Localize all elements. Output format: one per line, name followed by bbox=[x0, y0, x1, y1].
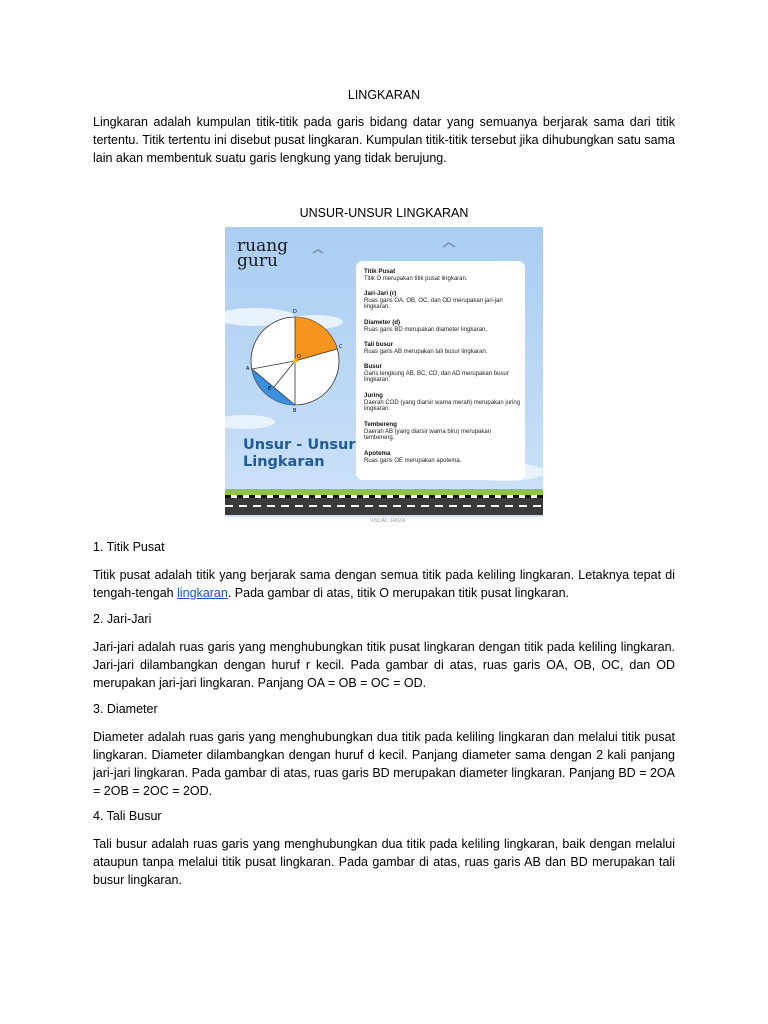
label-o: O bbox=[297, 354, 301, 360]
card-item-diameter: Diameter (d) Ruas garis BD merupakan diameter lingkaran. bbox=[364, 319, 488, 333]
infographic-image bbox=[225, 227, 543, 524]
road-dash bbox=[225, 505, 543, 507]
logo-line1: ruang bbox=[237, 236, 289, 256]
heading-line1: Unsur - Unsur bbox=[243, 437, 356, 453]
section-heading-titik-pusat: 1. Titik Pusat bbox=[93, 540, 165, 554]
ruangguru-logo bbox=[237, 236, 289, 271]
text-before-link: Titik pusat adalah titik yang berjarak sama dengan semua titik pada keliling lingkaran. Letaknya tepat di tengah-tengah bbox=[93, 568, 675, 600]
label-a: A bbox=[246, 366, 250, 372]
section-text-tali-busur: Tali busur adalah ruas garis yang menghubungkan dua titik pada keliling lingkaran, baik dengan melalui ataupun tanpa melalui titik pusat lingkaran. Pada gambar di atas, ruas garis AB dan BD merupakan tali busur lingkaran. bbox=[93, 837, 675, 887]
section-text-diameter: Diameter adalah ruas garis yang menghubungkan dua titik pada keliling lingkaran dan melalui titik pusat lingkaran. Diameter dilambangkan dengan huruf d kecil. Panjang diameter sama dengan 2 kali panjang jari-jari lingkaran. Pada gambar di atas, ruas garis BD merupakan diameter lingkaran. Panjang BD = 2OA = 2OB = 2OC = 2OD. bbox=[93, 730, 675, 798]
heading-line2: Lingkaran bbox=[243, 454, 325, 470]
text-after-link: . Pada gambar di atas, titik O merupakan titik pusat lingkaran. bbox=[227, 586, 569, 600]
cloud-shape bbox=[225, 415, 275, 429]
infographic-background bbox=[225, 227, 543, 517]
definitions-card bbox=[356, 261, 525, 480]
bird-icon bbox=[313, 250, 323, 253]
card-item-juring: Juring Daerah COD (yang diarsir warna merah) merupakan juring lingkaran. bbox=[364, 392, 521, 413]
label-b: B bbox=[293, 408, 297, 414]
section-title: UNSUR-UNSUR LINGKARAN bbox=[299, 206, 469, 220]
section-heading-jari-jari: 2. Jari-Jari bbox=[93, 612, 152, 626]
logo-line2: guru bbox=[237, 251, 278, 271]
infographic-heading bbox=[243, 437, 356, 471]
section-text-titik-pusat bbox=[93, 566, 675, 602]
card-item-tembereng: Tembereng Daerah AB (yang diarsir warna biru) merupakan tembereng. bbox=[364, 421, 492, 442]
card-item-titik-pusat: Titik Pusat Titik O merupakan titik pusat lingkaran. bbox=[364, 268, 468, 282]
document-title: LINGKARAN bbox=[347, 88, 421, 102]
card-item-busur: Busur Garis lengkung AB, BC, CD, dan AD merupakan busur lingkaran. bbox=[364, 363, 509, 384]
road-curb bbox=[225, 495, 543, 498]
section-heading-diameter: 3. Diameter bbox=[93, 702, 158, 716]
section-text-jari-jari: Jari-jari adalah ruas garis yang menghubungkan titik pusat lingkaran dengan titik pada keliling lingkaran. Jari-jari dilambangkan dengan huruf r kecil. Pada gambar di atas, ruas garis OA, OB, OC, dan OD merupakan jari-jari lingkaran. Panjang OA = OB = OC = OD. bbox=[93, 640, 675, 690]
section-heading-tali-busur: 4. Tali Busur bbox=[93, 809, 162, 823]
lingkaran-link[interactable]: lingkaran bbox=[177, 586, 228, 600]
intro-paragraph: Lingkaran adalah kumpulan titik-titik pada garis bidang datar yang semuanya berjarak sama dari titik tertentu. Titik tertentu ini disebut pusat lingkaran. Kumpulan titik-titik tersebut jika dihubungkan satu sama lain akan membentuk suatu garis lengkung yang tidak berujung. bbox=[93, 115, 675, 165]
label-c: C bbox=[339, 344, 343, 350]
card-item-jari-jari: Jari-Jari (r) Ruas garis OA, OB, OC, dan OD merupakan jari-jari lingkaran. bbox=[364, 290, 503, 311]
label-e: E bbox=[268, 386, 272, 392]
image-credit: VISUAL: RAIZA bbox=[370, 518, 406, 524]
card-item-apotema: Apotema Ruas garis OE merupakan apotema. bbox=[364, 450, 462, 464]
card-item-tali-busur: Tali busur Ruas garis AB merupakan tali busur lingkaran. bbox=[364, 341, 488, 355]
bird-icon bbox=[443, 243, 455, 247]
label-d: D bbox=[293, 309, 297, 315]
